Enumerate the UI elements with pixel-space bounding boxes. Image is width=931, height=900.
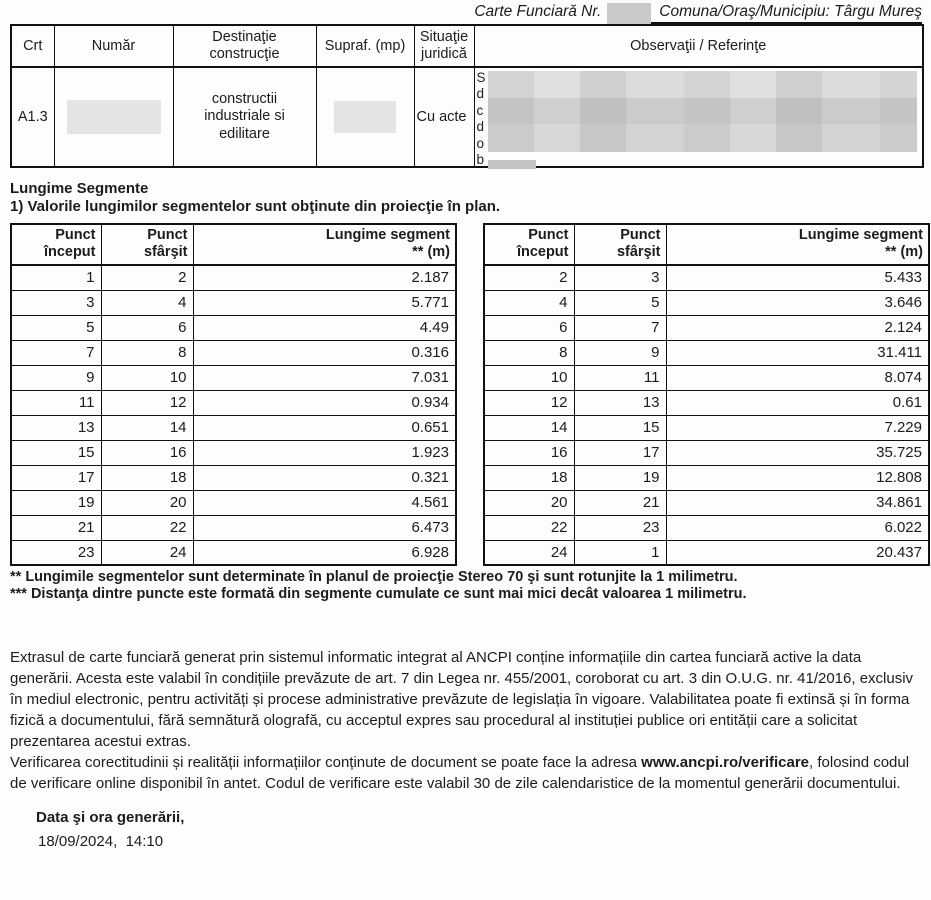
punct-sfarsit-cell: 15 xyxy=(574,415,666,440)
lungime-segment-cell: 7.031 xyxy=(193,365,456,390)
redacted-numar-block xyxy=(67,100,161,134)
redacted-suprafata-block xyxy=(334,101,396,133)
table-row xyxy=(11,365,456,390)
punct-sfarsit-cell: 23 xyxy=(574,515,666,540)
table-row xyxy=(484,515,929,540)
table-row xyxy=(484,440,929,465)
construction-table-row xyxy=(11,67,923,167)
punct-sfarsit-cell: 18 xyxy=(101,465,193,490)
punct-inceput-cell: 13 xyxy=(11,415,101,440)
punct-sfarsit-cell: 4 xyxy=(101,290,193,315)
lungime-segment-cell: 0.651 xyxy=(193,415,456,440)
lungime-segment-cell: 5.433 xyxy=(666,265,929,290)
col-header-observatii: Observaţii / Referinţe xyxy=(474,25,923,67)
table-row xyxy=(484,365,929,390)
col-header-crt: Crt xyxy=(11,25,54,67)
punct-inceput-cell: 23 xyxy=(11,540,101,565)
observatii-letter: b xyxy=(476,151,485,167)
lungime-segment-cell: 2.124 xyxy=(666,315,929,340)
col-header-destinatie xyxy=(173,25,316,67)
lungime-segment-cell: 6.022 xyxy=(666,515,929,540)
punct-sfarsit-cell: 17 xyxy=(574,440,666,465)
document-header xyxy=(10,3,922,24)
lungime-segment-cell: 4.561 xyxy=(193,490,456,515)
punct-label: Punct xyxy=(147,227,188,243)
lungime-segment-cell: 3.646 xyxy=(666,290,929,315)
col-header-situatie xyxy=(414,25,474,67)
observatii-letter: o xyxy=(476,135,485,151)
redacted-observatii-chip xyxy=(488,160,536,169)
punct-sfarsit-cell: 12 xyxy=(101,390,193,415)
punct-sfarsit-cell: 16 xyxy=(101,440,193,465)
punct-sfarsit-cell: 1 xyxy=(574,540,666,565)
punct-inceput-cell: 11 xyxy=(11,390,101,415)
table-row xyxy=(11,440,456,465)
sfarsit-label: sfârşit xyxy=(143,244,188,260)
lungime-unit-label: ** (m) xyxy=(412,244,450,260)
table-row xyxy=(484,390,929,415)
table-row xyxy=(11,540,456,565)
observatii-visible-letters xyxy=(477,70,486,168)
segment-table-right-body xyxy=(484,265,929,565)
observatii-letter: d xyxy=(476,86,485,102)
col-header-destinatie-line1: Destinaţie xyxy=(212,29,277,45)
table-row xyxy=(11,515,456,540)
punct-inceput-cell: 10 xyxy=(484,365,574,390)
segment-table-left xyxy=(10,223,457,566)
punct-inceput-cell: 9 xyxy=(11,365,101,390)
construction-table xyxy=(10,24,924,168)
observatii-letter: S xyxy=(476,70,486,85)
punct-sfarsit-cell: 9 xyxy=(574,340,666,365)
punct-label: Punct xyxy=(528,227,569,243)
verification-text-post: , folosind codul de verificare online disponibil în antet. Codul de verificare este valabil 30 de zile calendaristice de la momentul generării documentului. xyxy=(10,754,910,792)
observatii-letter: c xyxy=(476,102,484,118)
col-header-situatie-line2: juridică xyxy=(421,46,467,62)
punct-sfarsit-cell: 3 xyxy=(574,265,666,290)
table-row xyxy=(484,465,929,490)
legal-text-block xyxy=(10,647,922,794)
redacted-observatii-mosaic xyxy=(488,71,918,152)
table-row xyxy=(11,265,456,290)
col-header-destinatie-line2: construcţie xyxy=(209,46,280,62)
lungime-segment-cell: 0.61 xyxy=(666,390,929,415)
punct-sfarsit-cell: 20 xyxy=(101,490,193,515)
col-header-punct-sfarsit xyxy=(101,224,193,265)
lungime-segment-cell: 0.934 xyxy=(193,390,456,415)
punct-inceput-cell: 20 xyxy=(484,490,574,515)
lungime-segment-cell: 31.411 xyxy=(666,340,929,365)
table-row xyxy=(484,415,929,440)
lungime-label: Lungime segment xyxy=(798,227,923,243)
punct-sfarsit-cell: 6 xyxy=(101,315,193,340)
crt-cell: A1.3 xyxy=(11,67,54,167)
col-header-lungime-segment xyxy=(666,224,929,265)
punct-inceput-cell: 17 xyxy=(11,465,101,490)
table-row xyxy=(484,315,929,340)
segment-table-right-header-row xyxy=(484,224,929,265)
table-row xyxy=(484,490,929,515)
table-row xyxy=(11,415,456,440)
punct-sfarsit-cell: 2 xyxy=(101,265,193,290)
footnote-three-star: *** Distanţa dintre puncte este formată din segmente cumulate ce sunt mai mici decât valoarea 1 milimetru. xyxy=(10,586,747,602)
punct-sfarsit-cell: 22 xyxy=(101,515,193,540)
table-row xyxy=(11,465,456,490)
observatii-cell xyxy=(474,67,923,167)
punct-inceput-cell: 8 xyxy=(484,340,574,365)
segment-table-right xyxy=(483,223,930,566)
observatii-letter: d xyxy=(476,119,485,135)
punct-inceput-cell: 22 xyxy=(484,515,574,540)
lungime-segment-cell: 6.473 xyxy=(193,515,456,540)
punct-inceput-cell: 16 xyxy=(484,440,574,465)
lungime-segment-cell: 1.923 xyxy=(193,440,456,465)
punct-inceput-cell: 21 xyxy=(11,515,101,540)
destinatie-cell: constructii industriale si edilitare xyxy=(173,67,316,167)
lungime-segment-cell: 35.725 xyxy=(666,440,929,465)
punct-inceput-cell: 15 xyxy=(11,440,101,465)
table-row xyxy=(11,490,456,515)
comuna-label: Comuna/Oraş/Municipiu: Târgu Mureş xyxy=(651,3,922,24)
lungime-unit-label: ** (m) xyxy=(885,244,923,260)
punct-label: Punct xyxy=(55,227,96,243)
punct-sfarsit-cell: 13 xyxy=(574,390,666,415)
verification-url: www.ancpi.ro/verificare xyxy=(641,754,810,771)
punct-inceput-cell: 19 xyxy=(11,490,101,515)
punct-sfarsit-cell: 21 xyxy=(574,490,666,515)
inceput-label: început xyxy=(43,244,96,260)
punct-inceput-cell: 6 xyxy=(484,315,574,340)
segments-section-title: Lungime Segmente xyxy=(10,180,149,197)
table-row xyxy=(11,340,456,365)
punct-sfarsit-cell: 24 xyxy=(101,540,193,565)
col-header-punct-inceput xyxy=(484,224,574,265)
lungime-segment-cell: 34.861 xyxy=(666,490,929,515)
col-header-suprafata: Supraf. (mp) xyxy=(316,25,414,67)
lungime-label: Lungime segment xyxy=(325,227,450,243)
punct-inceput-cell: 7 xyxy=(11,340,101,365)
punct-inceput-cell: 14 xyxy=(484,415,574,440)
lungime-segment-cell: 2.187 xyxy=(193,265,456,290)
lungime-segment-cell: 12.808 xyxy=(666,465,929,490)
lungime-segment-cell: 5.771 xyxy=(193,290,456,315)
col-header-numar: Număr xyxy=(54,25,173,67)
lungime-segment-cell: 6.928 xyxy=(193,540,456,565)
punct-sfarsit-cell: 10 xyxy=(101,365,193,390)
segment-tables-container xyxy=(10,223,922,566)
table-row xyxy=(484,340,929,365)
punct-inceput-cell: 18 xyxy=(484,465,574,490)
lungime-segment-cell: 4.49 xyxy=(193,315,456,340)
table-row xyxy=(484,540,929,565)
generation-date-value: 18/09/2024, 14:10 xyxy=(38,833,164,850)
lungime-segment-cell: 8.074 xyxy=(666,365,929,390)
punct-sfarsit-cell: 7 xyxy=(574,315,666,340)
punct-inceput-cell: 24 xyxy=(484,540,574,565)
table-row xyxy=(11,290,456,315)
punct-inceput-cell: 4 xyxy=(484,290,574,315)
numar-cell-redacted xyxy=(54,67,173,167)
punct-inceput-cell: 3 xyxy=(11,290,101,315)
legal-paragraph-verification xyxy=(10,752,922,794)
col-header-punct-sfarsit xyxy=(574,224,666,265)
segments-note: 1) Valorile lungimilor segmentelor sunt obţinute din proiecţie în plan. xyxy=(10,198,501,215)
lungime-segment-cell: 0.316 xyxy=(193,340,456,365)
col-header-punct-inceput xyxy=(11,224,101,265)
punct-sfarsit-cell: 14 xyxy=(101,415,193,440)
suprafata-cell-redacted xyxy=(316,67,414,167)
construction-table-header-row xyxy=(11,25,923,67)
legal-paragraph-validity: Extrasul de carte funciară generat prin sistemul informatic integrat al ANCPI conține informațiile din cartea funciară active la data generării. Acesta este valabil în condițiile prevăzute de art. 7 din Legea nr. 455/2001, coroborat cu art. 3 din O.U.G. nr. 41/2016, exclusiv în mediul electronic, pentru activități și procese administrative prevăzute de legislația în vigoare. Valabilitatea poate fi extinsă și în forma fizică a documentului, fără semnătură olografă, cu acceptul expres sau procedural al instituției publice ori entității care a solicitat prezentarea acestui extras. xyxy=(10,649,914,750)
situatie-cell: Cu acte xyxy=(414,67,474,167)
table-row xyxy=(484,265,929,290)
footnote-two-star: ** Lungimile segmentelor sunt determinate în planul de proiecţie Stereo 70 şi sunt rotunjite la 1 milimetru. xyxy=(10,569,738,585)
punct-sfarsit-cell: 19 xyxy=(574,465,666,490)
verification-text-pre: Verificarea corectitudinii și realității informațiilor conținute de document se poate face la adresa xyxy=(10,754,642,771)
punct-sfarsit-cell: 11 xyxy=(574,365,666,390)
carte-funciara-label: Carte Funciară Nr. xyxy=(474,3,602,20)
segment-footnotes xyxy=(10,569,922,603)
col-header-situatie-line1: Situaţie xyxy=(419,29,469,45)
segment-table-left-body xyxy=(11,265,456,565)
lungime-segment-cell: 7.229 xyxy=(666,415,929,440)
lungime-segment-cell: 20.437 xyxy=(666,540,929,565)
lungime-segment-cell: 0.321 xyxy=(193,465,456,490)
col-header-lungime-segment xyxy=(193,224,456,265)
sfarsit-label: sfârşit xyxy=(616,244,661,260)
punct-inceput-cell: 12 xyxy=(484,390,574,415)
redacted-carte-number xyxy=(607,3,651,24)
inceput-label: început xyxy=(516,244,569,260)
table-row xyxy=(11,390,456,415)
punct-inceput-cell: 2 xyxy=(484,265,574,290)
punct-sfarsit-cell: 5 xyxy=(574,290,666,315)
punct-label: Punct xyxy=(620,227,661,243)
segment-table-left-header-row xyxy=(11,224,456,265)
table-row xyxy=(484,290,929,315)
punct-sfarsit-cell: 8 xyxy=(101,340,193,365)
punct-inceput-cell: 5 xyxy=(11,315,101,340)
punct-inceput-cell: 1 xyxy=(11,265,101,290)
table-row xyxy=(11,315,456,340)
generation-date-label: Data şi ora generării, xyxy=(36,809,185,826)
